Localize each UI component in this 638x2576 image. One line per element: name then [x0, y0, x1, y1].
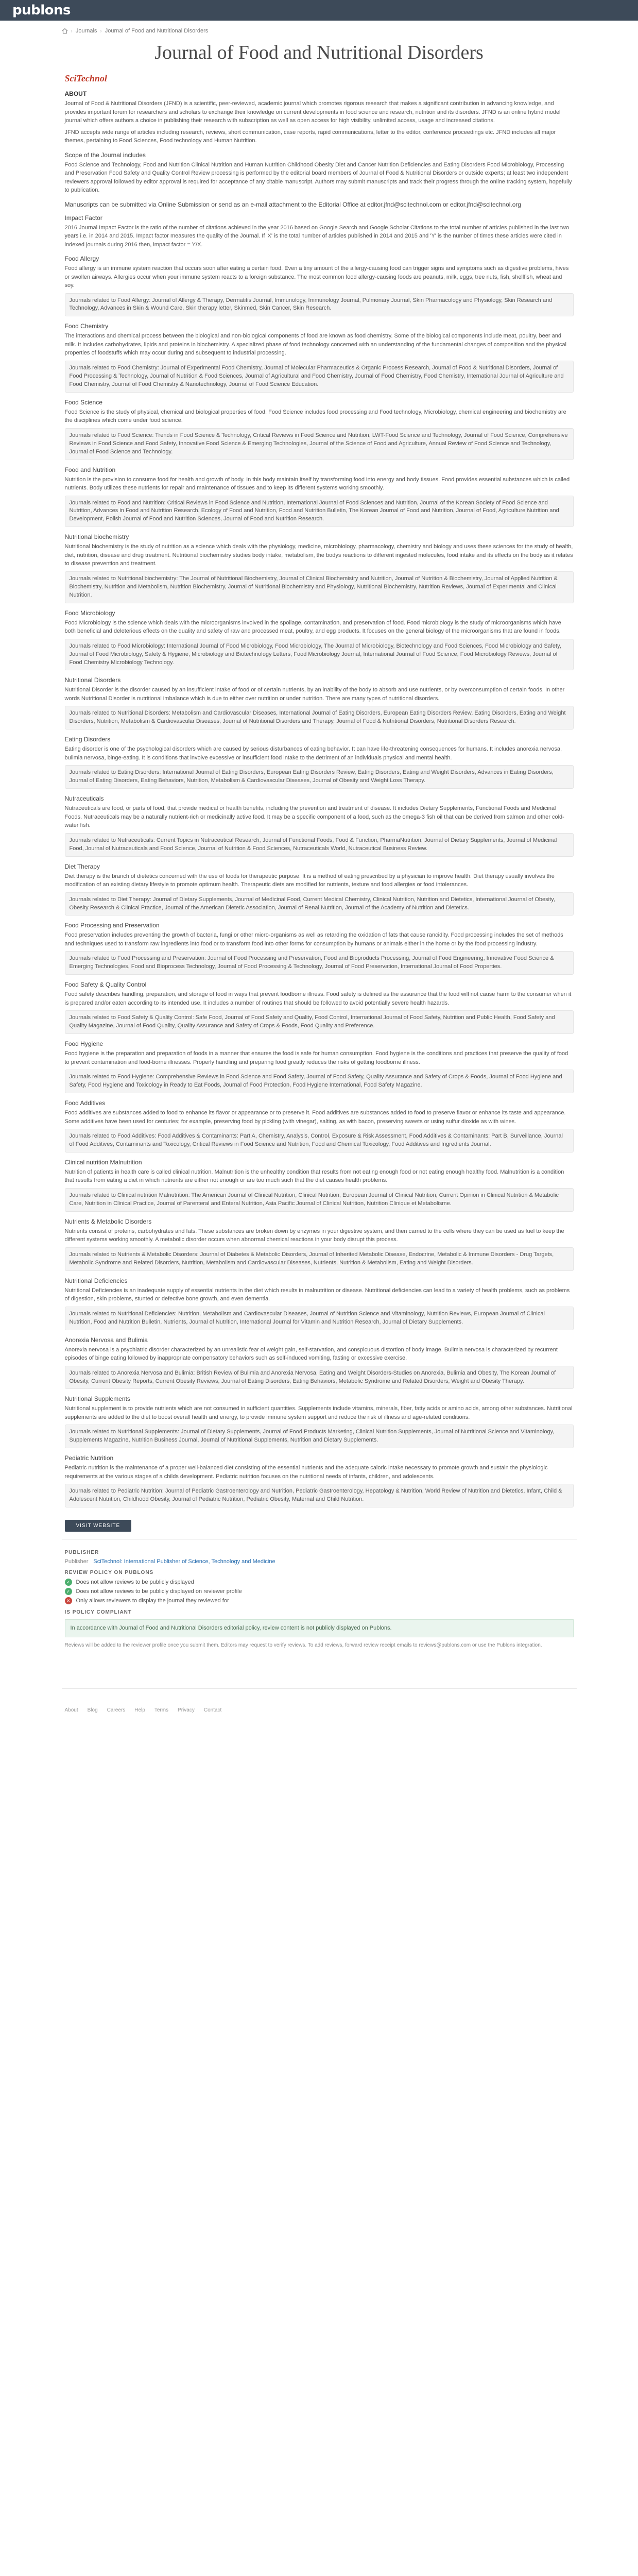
review-policy-list — [65, 1579, 574, 1604]
topic-title: Food Additives — [64, 1099, 106, 1107]
page-content — [62, 21, 577, 1752]
topic-text: Eating disorder is one of the psychological disorders which are caused by serious disturbances of eating behavior. It can have life-threatening consequences for humans. It includes anorexia nervosa, bulimia nervosa, binge-eating. It is conditions that involve excessive or insufficient food intake to the detriment of an individuals physical and mental health. — [64, 746, 562, 761]
publisher-row — [65, 1558, 574, 1565]
footer-link[interactable]: Privacy — [178, 1707, 195, 1713]
related-journals: Journals related to Food and Nutrition: Critical Reviews in Food Science and Nutrition, International Journal of Food Sciences and Nutrition, Journal of the Korean Society of Food Science and Nutrition, Advances in Food and Nutrition Research, Ecology of Food and Nutrition, Food and Nutrition Bulletin, The Korean Journal of Food and Nutrition, Journal of Food, Agriculture Nutrition and Development, Polish Journal of Food and Nutrition Sciences, Journal of Food and Nutrition Research. — [65, 496, 574, 528]
breadcrumb-journals[interactable]: Journals — [75, 28, 97, 34]
policy-text: Does not allow reviews to be publicly displayed — [76, 1579, 194, 1586]
topic-text: Food additives are substances added to food to enhance its flavor or appearance or to preserve it. Food additives are substances added to food to preserve flavor or enhance its taste and appearance. Some additives have been used for centuries; for example, preserving food by pickling (with vinegar), salting, as with bacon, preserving sweets or using sulfur dioxide as with wines. — [64, 1110, 566, 1125]
publisher-label: Publisher — [64, 1558, 89, 1565]
topic-text: Food hygiene is the preparation and preparation of foods in a manner that ensures the food is safe for human consumption. Food hygiene is the conditions and practices that preserve the quality of food to prevent contamination and food-borne illnesses. Properly handling and preparing food greatly reduces the risks of getting foodborne illness. — [64, 1050, 568, 1065]
related-journals: Journals related to Nutritional Deficiencies: Nutrition, Metabolism and Cardiovascular Diseases, Journal of Nutrition Science and Vitaminology, Nutrition Reviews, European Journal of Clinical Nutrition, Food and Nutrition Bulletin, Nutrients, Journal of Nutrition, International Journal for Vitamin and Nutrition Research, Journal of Dietary Supplements. — [65, 1307, 574, 1330]
topic-section — [65, 922, 574, 975]
cross-icon: ✕ — [65, 1597, 72, 1604]
related-journals: Journals related to Eating Disorders: International Journal of Eating Disorders, European Eating Disorders Review, Eating Disorders, Eating and Weight Disorders, Advances in Eating Disorders, Journal of Eating Disorders, Eating Behaviors, Nutrition, Metabolism & Cardiovascular Diseases, Journal of Obesity and Weight Loss Therapy. — [65, 765, 574, 789]
topic-section — [65, 1336, 574, 1389]
topic-text: Nutritional biochemistry is the study of nutrition as a science which deals with the physiology, medicine, microbiology, pharmacology, chemistry and biology and uses these sciences for the study of health, diet, nutrition, disease and drug treatment. Nutritional biochemistry studies body intake, metabolism, the bodys reactions to different ingested molecules, food intake and its effects on the body as it relates to disease prevention and treatment. — [64, 544, 573, 567]
topic-section — [65, 255, 574, 316]
topic-section — [65, 151, 574, 195]
journal-meta — [62, 1539, 577, 1657]
topic-title: Nutritional Supplements — [64, 1395, 130, 1403]
related-journals: Journals related to Nutritional Supplements: Journal of Dietary Supplements, Journal of Food Products Marketing, Clinical Nutrition Supplements, Journal of Nutritional Science and Vitaminology, Supplements Magazine, Nutrition Business Journal, Journal of Nutritional Supplements, Nutrition and Dietary Supplements. — [65, 1425, 574, 1448]
chevron-right-icon: › — [71, 28, 73, 34]
topic-text: The interactions and chemical process between the biological and non-biological components of food are known as food chemistry. Some of the biological components include meat, poultry, beer and milk. It includes carbohydrates, lipids and proteins in biochemistry. A specialized phase of food technology concerned with an understanding of the fundamental changes of composition and the physical properties of foodstuffs which may occur during and subsequent to industrial processing. — [64, 333, 566, 357]
related-journals: Journals related to Anorexia Nervosa and Bulimia: British Review of Bulimia and Anorexia Nervosa, Eating and Weight Disorders-Studies on Anorexia, Bulimia and Obesity, The Korean Journal of Obesity, Current Obesity Reports, Current Obesity Reviews, Journal of Eating Disorders, Eating Behaviors, Metabolic Syndrome and Related Disorders, Weight and Obesity Therapy. — [65, 1366, 574, 1389]
topic-section — [65, 1159, 574, 1212]
topic-section — [65, 1395, 574, 1448]
topic-section — [65, 863, 574, 916]
topic-title: Anorexia Nervosa and Bulimia — [64, 1336, 148, 1344]
topic-section — [65, 323, 574, 392]
related-journals: Journals related to Nutrients & Metabolic Disorders: Journal of Diabetes & Metabolic Disorders, Journal of Inherited Metabolic Disease, Endocrine, Metabolic & Immune Disorders - Drug Targets, Metabolic Syndrome and Related Disorders, Nutrition, Metabolism and Cardiovascular Diseases, Nutrients, Nutrition & Metabolism, Eating and Weight Disorders. — [65, 1247, 574, 1271]
related-journals: Journals related to Food Safety & Quality Control: Safe Food, Journal of Food Safety and Quality, Food Control, International Journal of Food Safety, Nutrition and Public Health, Food Safety and Quality Magazine, Journal of Food Quality, Quality Assurance and Safety of Crops & Foods, Food Quality and Preference. — [65, 1010, 574, 1034]
topic-text: Nutrition of patients in health care is called clinical nutrition. Malnutrition is the unhealthy condition that results from not eating enough food or not eating enough healthy food. Malnutrition is a condition that results from eating a diet in which nutrients are either not enough or are too much such that the diet causes health problems. — [64, 1168, 564, 1184]
policy-item — [65, 1597, 574, 1604]
topic-section — [65, 981, 574, 1034]
policy-text: Only allows reviewers to display the journal they reviewed for — [76, 1598, 229, 1604]
related-journals: Journals related to Food Allergy: Journal of Allergy & Therapy, Dermatitis Journal, Immunology, Immunology Journal, Pulmonary Journal, Skin Pharmacology and Physiology, Skin Research and Technology, Advances in Skin & Wound Care, Skin therapy letter, Skinmed, Skin Cancer, Skin Research. — [65, 293, 574, 317]
compliance-alert: In accordance with Journal of Food and Nutritional Disorders editorial policy, review content is not publicly displayed on Publons. — [65, 1619, 574, 1637]
topic-text: Diet therapy is the branch of dietetics concerned with the use of foods for therapeutic purpose. It is a method of eating prescribed by a physician to improve health. Diet therapy usually involves the modification of an existing dietary lifestyle to promote optimum health. Therapeutic diets are modified for nutrients, texture and food allergies or food intolerances. — [64, 873, 555, 888]
about-paragraph: Journal of Food & Nutritional Disorders (JFND) is a scientific, peer-reviewed, academic journal which promotes rigorous research that makes a significant contribution in advancing knowledge, and provides important forum for researchers and scholars to exchange their knowledge on current developments in food science and research, nutrition and its disorders. JFND is an online hybrid model journal which offers authors a choice in publishing their research with subscription as well as open access for high visibility, unlimited access, usage and increased citations. — [64, 100, 561, 124]
topic-text: Anorexia nervosa is a psychiatric disorder characterized by an unrealistic fear of weight gain, self-starvation, and conspicuous distortion of body image. Bulimia nervosa is characterized by recurrent episodes of binge eating followed by inappropriate compensatory behaviors such as self-induced vomiting, fasting or excessive exercise. — [64, 1346, 558, 1362]
topic-title: Clinical nutrition Malnutrition — [64, 1158, 142, 1166]
topic-title: Nutritional Deficiencies — [64, 1277, 128, 1284]
topic-title: Diet Therapy — [64, 862, 100, 870]
topic-section — [65, 676, 574, 730]
footer-link[interactable]: Blog — [87, 1707, 98, 1713]
related-journals: Journals related to Food Microbiology: International Journal of Food Microbiology, Food Microbiology, The Journal of Microbiology, Biotechnology and Food Sciences, Food Microbiology and Safety, Journal of Food Microbiology, Safety & Hygiene, Microbiology and Biotechnology Letters, Food Microbiology Journal, International Journal of Food Science, Food Microbiology Reviews, Journal of Food Chemistry Microbiology Technology. — [65, 639, 574, 671]
topic-section — [65, 736, 574, 789]
topic-section — [65, 399, 574, 460]
topic-section — [65, 795, 574, 856]
related-journals: Journals related to Diet Therapy: Journal of Dietary Supplements, Journal of Medicinal Food, Current Medical Chemistry, Clinical Nutrition, Nutrition and Dietetics, International Journal of Obesity, Obesity Research & Clinical Practice, Journal of the American Dietetic Association, Journal of Renal Nutrition, Journal of the Academy of Nutrition and Dietetics. — [65, 892, 574, 916]
footer-link[interactable]: About — [64, 1707, 78, 1713]
topic-title: Nutritional biochemistry — [64, 533, 129, 541]
topic-section — [65, 214, 574, 249]
home-icon[interactable] — [62, 28, 68, 34]
topic-text: Food allergy is an immune system reaction that occurs soon after eating a certain food. Even a tiny amount of the allergy-causing food can trigger signs and symptoms such as digestive problems, hives or swollen airways. Allergies occur when your immune system reacts to a foreign substance. The most common food allergy-causing foods are peanuts, milk, eggs, tree nuts, fish, shellfish, wheat and soy. — [64, 265, 569, 289]
topic-title: Food Processing and Preservation — [64, 922, 160, 929]
topic-text: Nutritional Disorder is the disorder caused by an insufficient intake of food or of certain nutrients, by an inability of the body to absorb and use nutrients, or by overconsumption of certain foods. In other words Nutritional Disorder is nutritional imbalance which is due to either over nutrition or under nutrition. There are many types of nutritional disorders. — [64, 687, 565, 702]
related-journals: Journals related to Food Hygiene: Comprehensive Reviews in Food Science and Food Safety, Journal of Food Safety, Quality Assurance and Safety of Crops & Foods, Journal of Food Hygiene and Safety, Food Hygiene and Toxicology in Ready to Eat Foods, Journal of Food Protection, Food Hygiene International, Food Safety Magazine. — [65, 1070, 574, 1093]
topic-section — [65, 1454, 574, 1507]
related-journals: Journals related to Food Processing and Preservation: Journal of Food Processing and Preservation, Food and Bioproducts Processing, Journal of Food Engineering, Innovative Food Science & Emerging Technologies, Food and Bioprocess Technology, Journal of Food Processing & Technology, Journal of Food Preservation, International Journal of Food Properties. — [65, 951, 574, 975]
breadcrumb — [62, 28, 577, 34]
chevron-right-icon: › — [100, 28, 102, 34]
topic-text: 2016 Journal Impact Factor is the ratio of the number of citations achieved in the year 2016 based on Google Search and Google Scholar Citations to the total number of articles published in the last two years i.e. in 2014 and 2015. Impact factor measures the quality of the Journal. If 'X' is the total number of articles published in 2014 and 2015 and 'Y' is the number of times these articles were cited in indexed journals during 2016 then, impact factor = Y/X. — [64, 224, 570, 248]
about-section — [62, 90, 577, 145]
footer — [62, 1688, 577, 1732]
topic-title: Nutrients & Metabolic Disorders — [64, 1217, 152, 1225]
topic-text: Nutrients consist of proteins, carbohydrates and fats. These substances are broken down by enzymes in your digestive system, and then carried to the cells where they can be used as fuel to keep the different systems working smoothly. A metabolic disorder occurs when abnormal chemical reactions in your body disrupt this process. — [64, 1228, 564, 1243]
topic-title: Food Science — [64, 398, 102, 406]
policy-item — [65, 1579, 574, 1586]
footer-link[interactable]: Contact — [203, 1707, 222, 1713]
check-icon: ✓ — [65, 1579, 72, 1586]
topic-title: Impact Factor — [64, 214, 102, 222]
topic-title: Food Chemistry — [64, 323, 109, 330]
topic-section — [65, 1277, 574, 1330]
related-journals: Journals related to Nutraceuticals: Current Topics in Nutraceutical Research, Journal of Functional Foods, Food & Function, PharmaNutrition, Journal of Dietary Supplements, Journal of Medicinal Food, Journal of Nutraceuticals and Food Science, Journal of Nutrition & Food Sciences, Nutraceuticals World, Nutraceutical Business Review. — [65, 833, 574, 857]
topic-section — [65, 533, 574, 603]
related-journals: Journals related to Nutritional Disorders: Metabolism and Cardiovascular Diseases, International Journal of Eating Disorders, European Eating Disorders Review, Eating Disorders, Eating and Weight Disorders, Nutrition, Metabolism & Cardiovascular Diseases, Journal of Nutritional Disorders and Therapy, Journal of Food & Nutritional Disorders, Nutritional Disorders Research. — [65, 706, 574, 730]
topic-title: Food Microbiology — [64, 609, 115, 617]
related-journals: Journals related to Nutritional biochemistry: The Journal of Nutritional Biochemistry, Journal of Clinical Biochemistry and Nutrition, Journal of Nutrition & Biochemistry, Journal of Applied Nutrition & Biochemistry, Nutrition and Metabolism, Nutrition Biochemistry, Journal of Nutritional Biochemistry and Physiology, Nutritional Biochemistry, Nutrition Reviews, Journal of Experimental and Clinical Nutrition. — [65, 571, 574, 603]
topic-title: Nutritional Disorders — [64, 676, 121, 684]
topic-title: Pediatric Nutrition — [64, 1454, 114, 1462]
publisher-link[interactable]: SciTechnol: International Publisher of Science, Technology and Medicine — [93, 1558, 275, 1565]
review-note: Reviews will be added to the reviewer profile once you submit them. Editors may request to verify reviews. To add reviews, forward review receipt emails to reviews@publons.com or use the Publons integration. — [64, 1642, 542, 1648]
topic-text: Nutritional supplement is to provide nutrients which are not consumed in sufficient quantities. Supplements include vitamins, minerals, fiber, fatty acids or amino acids, among other substances. Nutritional supplements are added to the diet to boost overall health and energy, to provide immune system support and reduce the risk of illness and age-related conditions. — [64, 1405, 573, 1420]
topic-title: Nutraceuticals — [64, 795, 104, 803]
topic-text: Food Science is the study of physical, chemical and biological properties of food. Food Science includes food processing and Food technology, Microbiology, chemical engineering and biochemistry are the disciplines which come under food science. — [64, 409, 566, 424]
journal-description — [62, 151, 577, 1508]
related-journals: Journals related to Food Science: Trends in Food Science & Technology, Critical Reviews in Food Science and Nutrition, LWT-Food Science and Technology, Journal of Food Science, Comprehensive Reviews in Food Science and Food Safety, Innovative Food Science & Emerging Technologies, Journal of the Science of Food and Agriculture, Annual Review of Food Science and Technology, Journal of Food Science and Technology. — [65, 428, 574, 460]
topic-text: Food Science and Technology, Food and Nutrition Clinical Nutrition and Human Nutrition Childhood Obesity Diet and Cancer Nutrition Deficiencies and Eating Disorders Food Microbiology, Processing and Preservation Food Safety and Quality Control Review processing is performed by the editorial board members of Journal of Food & Nutritional Disorders or outside experts; at least two independent reviewers approval followed by editor approval is required for acceptance of any citable manuscript. Authors may submit manuscripts and track their progress through the online tracking system, hopefully to publication. — [64, 161, 572, 193]
policy-item — [65, 1588, 574, 1595]
topic-title: Food Allergy — [64, 255, 99, 262]
topic-section — [65, 1218, 574, 1271]
topic-text: Food safety describes handling, preparation, and storage of food in ways that prevent foodborne illness. Food safety is defined as the assurance that the food will not cause harm to the consumer when it is prepared and/or eaten according to its intended use. It includes a number of routines that should be followed to avoid potentially severe health hazards. — [64, 991, 572, 1006]
topic-text: Nutritional Deficiencies is an inadequate supply of essential nutrients in the diet which results in malnutrition or disease. Nutritional deficiencies can lead to a variety of health problems, such as problems of digestion, skin problems, stunted or defective bone growth, and even dementia. — [64, 1287, 570, 1302]
compliance-heading: IS POLICY COMPLIANT — [64, 1609, 132, 1616]
topic-title: Food Safety & Quality Control — [64, 981, 147, 989]
about-heading: ABOUT — [64, 90, 87, 97]
topic-section — [65, 1099, 574, 1153]
related-journals: Journals related to Clinical nutrition Malnutrition: The American Journal of Clinical Nutrition, Clinical Nutrition, European Journal of Clinical Nutrition, Current Opinion in Clinical Nutrition & Metabolic Care, Nutrition in Clinical Practice, Journal of Parenteral and Enteral Nutrition, Asia Pacific Journal of Clinical Nutrition, Nutrition Clinique et Metabolisme. — [65, 1188, 574, 1212]
review-policy-heading: REVIEW POLICY ON PUBLONS — [64, 1570, 154, 1576]
topic-section — [65, 201, 574, 208]
footer-link[interactable]: Help — [134, 1707, 145, 1713]
publons-logo[interactable]: publons — [12, 3, 71, 18]
topic-title: Manuscripts can be submitted via Online Submission or send as an e-mail attachment to the Editorial Office at editor.jfnd@scitechnol.com or editor.jfnd@scitechnol.org — [64, 200, 522, 208]
breadcrumb-current[interactable]: Journal of Food and Nutritional Disorders — [105, 28, 209, 34]
policy-text: Does not allow reviews to be publicly displayed on reviewer profile — [76, 1588, 242, 1595]
topic-text: Food preservation includes preventing the growth of bacteria, fungi or other micro-organisms as well as retarding the oxidation of fats that cause rancidity. Food processing includes the set of methods and techniques used to transform raw ingredients into food or to transform food into other forms for consumption by humans or animals either in the home or by the food processing industry. — [64, 932, 563, 947]
top-navbar — [0, 0, 638, 21]
topic-title: Food Hygiene — [64, 1040, 104, 1048]
related-journals: Journals related to Food Chemistry: Journal of Experimental Food Chemistry, Journal of Molecular Pharmaceutics & Organic Process Research, Journal of Food & Nutritional Disorders, Journal of Food Processing & Technology, Journal of Nutrition & Food Sciences, Journal of Agricultural and Food Chemistry, Journal of Food Chemistry, Food Chemistry, International Journal of Agriculture and Food Chemistry, Journal of Food Chemistry & Nanotechnology, Journal of Food Science Education. — [65, 361, 574, 393]
about-paragraph: JFND accepts wide range of articles including research, reviews, short communication, case reports, rapid communications, letter to the editor, conference proceedings etc. JFND includes all major themes, pertaining to Food Sciences, Food technology and Human Nutrition. — [64, 129, 556, 144]
topic-title: Food and Nutrition — [64, 466, 116, 473]
topic-title: Scope of the Journal includes — [64, 151, 146, 159]
related-journals: Journals related to Food Additives: Food Additives & Contaminants: Part A, Chemistry, Analysis, Control, Exposure & Risk Assessment, Food Additives & Contaminants: Part B, Surveillance, Journal of Food Additives, Contaminants and Toxicology, Critical Reviews in Food Science and Nutrition, Food and Chemical Toxicology, Food Additives and Ingredients Journal. — [65, 1129, 574, 1153]
footer-links — [65, 1707, 574, 1713]
topic-section — [65, 1040, 574, 1093]
footer-link[interactable]: Careers — [107, 1707, 126, 1713]
publisher-heading: PUBLISHER — [64, 1550, 99, 1556]
topic-section — [65, 609, 574, 671]
topic-text: Pediatric nutrition is the maintenance of a proper well-balanced diet consisting of the essential nutrients and the adequate caloric intake necessary to promote growth and sustain the physiologic requirements at the various stages of a childs development. Pediatric nutrition focuses on the nutritional needs of infants, children, and adolescents. — [64, 1465, 548, 1480]
footer-link[interactable]: Terms — [154, 1707, 169, 1713]
topic-text: Nutraceuticals are food, or parts of food, that provide medical or health benefits, including the prevention and treatment of disease. It includes Dietary Supplements, Functional Foods and Medicinal Foods. Nutraceuticals may be a naturally nutrient-rich or medicinally active food. It may be a specific component of a food, such as the omega-3 fish oil that can be derived from salmon and other cold-water fish. — [64, 805, 564, 829]
visit-website-button[interactable]: VISIT WEBSITE — [65, 1520, 132, 1532]
topic-title: Eating Disorders — [64, 736, 111, 743]
topic-text: Nutrition is the provision to consume food for health and growth of body. In this body maintain itself by transforming food into energy and body tissues. Food provides essential substances which is called nutrients. Body utilizes these nutrients for repair and maintenance of tissues and to keep its different systems working smoothly. — [64, 476, 570, 491]
page-title: Journal of Food and Nutritional Disorders — [154, 42, 484, 63]
related-journals: Journals related to Pediatric Nutrition: Journal of Pediatric Gastroenterology and Nutrition, Pediatric Gastroenterology, Hepatology & Nutrition, World Review of Nutrition and Dietetics, Infant, Child & Adolescent Nutrition, Childhood Obesity, Journal of Pediatric Nutrition, Pediatric Obesity, Maternal and Child Nutrition. — [65, 1484, 574, 1507]
check-icon: ✓ — [65, 1588, 72, 1595]
topic-text: Food Microbiology is the science which deals with the microorganisms involved in the spoilage, contamination, and preservation of food. Food microbiology is the study of microorganisms which have both beneficial and deleterious effects on the quality and safety of raw and processed meat, poultry, and egg products. It focuses on the general biology of the microorganisms that are found in foods. — [64, 619, 561, 635]
topic-section — [65, 466, 574, 528]
publisher-logo: SciTechnol — [64, 73, 107, 83]
